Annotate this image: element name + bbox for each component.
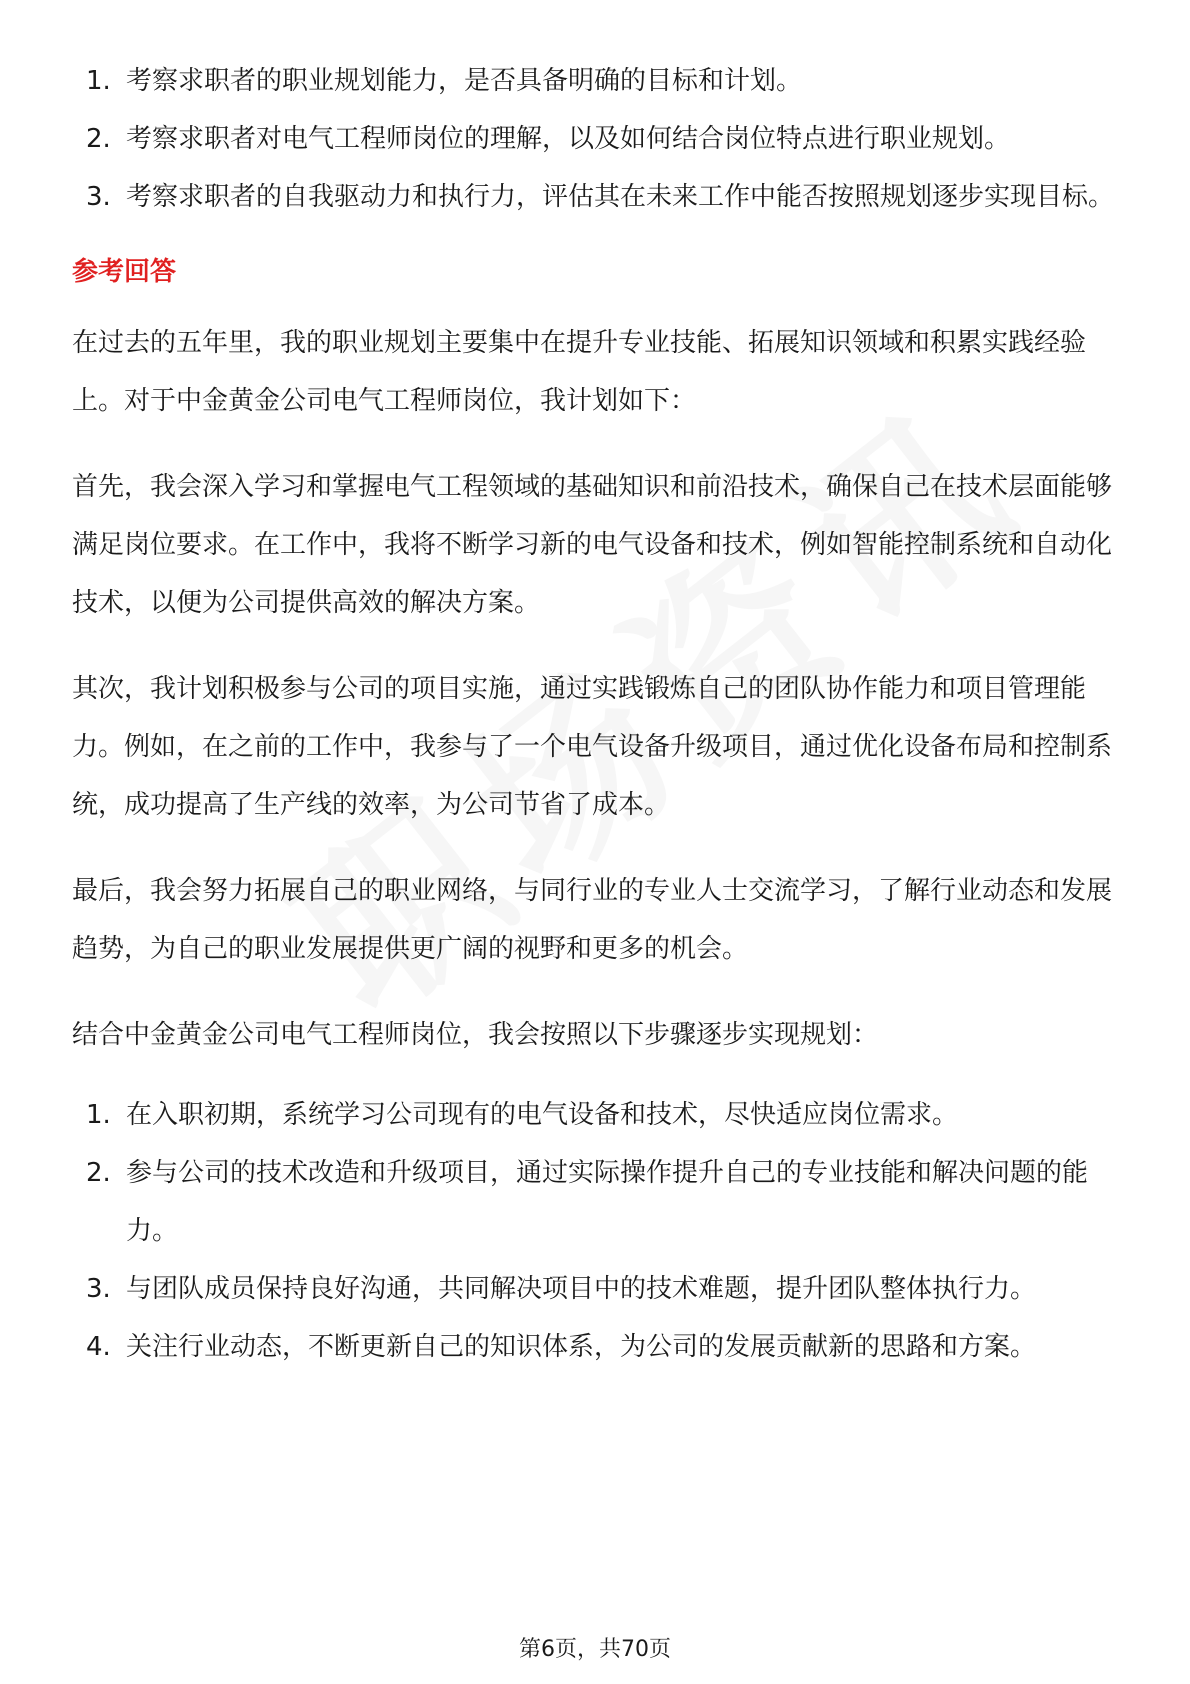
list-item [72,1260,1118,1318]
list-text: 考察求职者对电气工程师岗位的理解，以及如何结合岗位特点进行职业规划。 [126,124,1011,154]
paragraph: 最后，我会努力拓展自己的职业网络，与同行业的专业人士交流学习，了解行业动态和发展趋势，为自己的职业发展提供更广阔的视野和更多的机会。 [72,876,1113,964]
list-text: 考察求职者的自我驱动力和执行力，评估其在未来工作中能否按照规划逐步实现目标。 [126,182,1115,212]
list-text: 考察求职者的职业规划能力，是否具备明确的目标和计划。 [126,66,803,96]
list-number: 3. [86,1274,111,1304]
evaluation-points-list [72,52,1118,226]
list-text: 在入职初期，系统学习公司现有的电气设备和技术，尽快适应岗位需求。 [126,1100,959,1130]
list-number: 4. [86,1332,111,1362]
list-item [72,1318,1118,1376]
paragraph: 其次，我计划积极参与公司的项目实施，通过实践锻炼自己的团队协作能力和项目管理能力。例如，在之前的工作中，我参与了一个电气设备升级项目，通过优化设备布局和控制系统，成功提高了生产线的效率，为公司节省了成本。 [72,674,1113,820]
list-text: 关注行业动态，不断更新自己的知识体系，为公司的发展贡献新的思路和方案。 [126,1332,1037,1362]
list-number: 2. [86,124,111,154]
list-number: 1. [86,66,111,96]
list-item [72,168,1118,226]
list-text: 参与公司的技术改造和升级项目，通过实际操作提升自己的专业技能和解决问题的能力。 [126,1158,1089,1246]
list-item [72,1144,1118,1260]
list-item [72,1086,1118,1144]
paragraph: 首先，我会深入学习和掌握电气工程领域的基础知识和前沿技术，确保自己在技术层面能够满足岗位要求。在工作中，我将不断学习新的电气设备和技术，例如智能控制系统和自动化技术，以便为公司提供高效的解决方案。 [72,472,1113,618]
list-text: 与团队成员保持良好沟通，共同解决项目中的技术难题，提升团队整体执行力。 [126,1274,1037,1304]
list-item [72,52,1118,110]
page-number-footer: 第6页，共70页 [519,1637,671,1662]
paragraph: 在过去的五年里，我的职业规划主要集中在提升专业技能、拓展知识领域和积累实践经验上。对于中金黄金公司电气工程师岗位，我计划如下： [72,328,1087,416]
document-page [72,52,1118,1376]
section-title: 参考回答 [72,257,177,287]
plan-steps-list [72,1086,1118,1376]
list-item [72,110,1118,168]
list-number: 1. [86,1100,111,1130]
paragraph: 结合中金黄金公司电气工程师岗位，我会按照以下步骤逐步实现规划： [72,1020,879,1050]
list-number: 2. [86,1158,111,1188]
list-number: 3. [86,182,111,212]
